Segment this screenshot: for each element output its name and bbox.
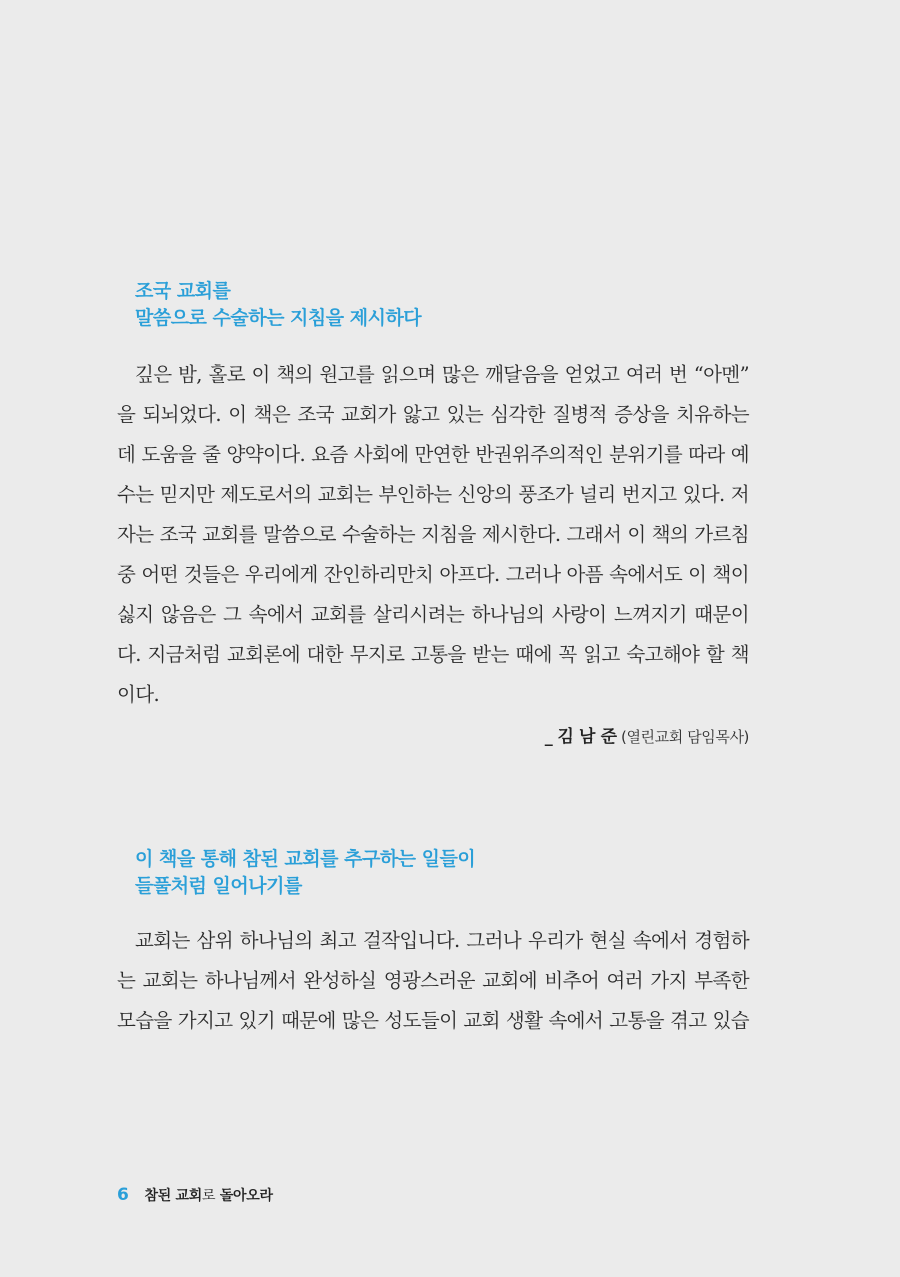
- paragraph-line: 깊은 밤, 홀로 이 책의 원고를 읽으며 많은 깨달음을 얻었고 여러 번 “아멘”: [135, 363, 749, 386]
- book-title-part-3: 돌아오라: [215, 1188, 273, 1204]
- paragraph-line: 자는 조국 교회를 말씀으로 수술하는 지침을 제시한다. 그래서 이 책의 가르침: [117, 523, 749, 546]
- book-title-part-2: 로: [202, 1188, 216, 1204]
- paragraph-line: 이다.: [117, 683, 160, 706]
- paragraph-line: 모습을 가지고 있기 때문에 많은 성도들이 교회 생활 속에서 고통을 겪고 있습: [117, 1009, 749, 1032]
- book-title: [145, 1188, 273, 1204]
- section-1-heading: [135, 278, 421, 332]
- paragraph-line: 중 어떤 것들은 우리에게 잔인하리만치 아프다. 그러나 아픔 속에서도 이 책이: [117, 563, 749, 586]
- paragraph-line: 데 도움을 줄 양약이다. 요즘 사회에 만연한 반권위주의적인 분위기를 따라 예: [117, 443, 749, 466]
- section-1-heading-line-1: 조국 교회를: [135, 280, 231, 302]
- paragraph-line: 을 되뇌었다. 이 책은 조국 교회가 앓고 있는 심각한 질병적 증상을 치유하는: [117, 403, 749, 426]
- section-1-paragraph: [117, 355, 749, 715]
- paragraph-line: 싫지 않음은 그 속에서 교회를 살리시려는 하나님의 사랑이 느껴지기 때문이: [117, 603, 749, 626]
- section-1-heading-line-2: 말씀으로 수술하는 지침을 제시하다: [135, 307, 422, 329]
- paragraph-line: 는 교회는 하나님께서 완성하실 영광스러운 교회에 비추어 여러 가지 부족한: [117, 969, 749, 992]
- attribution-role: (열린교회 담임목사): [616, 728, 749, 746]
- paragraph-line: 수는 믿지만 제도로서의 교회는 부인하는 신앙의 풍조가 널리 번지고 있다. 저: [117, 483, 749, 506]
- section-2-heading-line-1: 이 책을 통해 참된 교회를 추구하는 일들이: [135, 848, 476, 870]
- section-2-heading-line-2: 들풀처럼 일어나기를: [135, 875, 302, 897]
- attribution-name: 김 남 준: [557, 727, 617, 747]
- section-2-heading: [135, 846, 475, 900]
- section-2-paragraph: [117, 921, 749, 1041]
- book-title-part-1: 참된 교회: [144, 1188, 203, 1204]
- paragraph-line: 다. 지금처럼 교회론에 대한 무지로 고통을 받는 때에 꼭 읽고 숙고해야 할 책: [117, 643, 749, 666]
- attribution: [545, 726, 749, 748]
- paragraph-line: 교회는 삼위 하나님의 최고 걸작입니다. 그러나 우리가 현실 속에서 경험하: [135, 929, 749, 952]
- page-number: 6: [117, 1185, 129, 1205]
- attribution-dash: _: [544, 727, 558, 746]
- page-footer: [117, 1185, 273, 1206]
